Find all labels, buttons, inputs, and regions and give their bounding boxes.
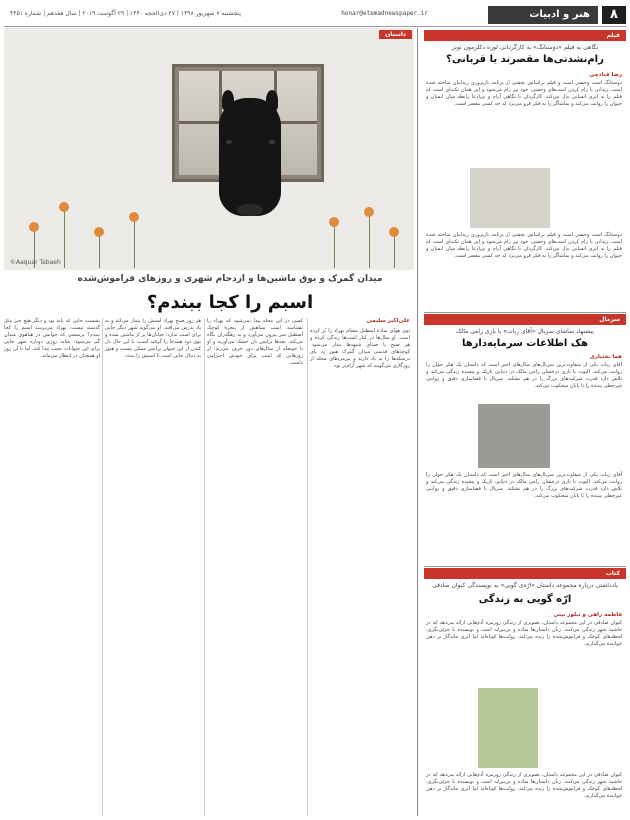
lead-column-4: نشست جایی که باید بود و دیگر هیچ چیز مثل گذشته نیست. بهزاد می‌پرسد اسبم را کجا ببندم؟ پرسشی که جوابش در هیاهوی میدان گم می‌شود. شاید روزی دوباره شهر جایی برای این حیوانات نجیب پیدا کند، اما تا آن روز او همچنان در انتظار می‌ماند. <box>4 318 100 359</box>
series-section-tag: سرمال <box>424 314 626 325</box>
book-headline[interactable]: ارّه گویی به زندگی <box>478 594 572 605</box>
page-number: ۸ <box>602 6 626 24</box>
book-body: کیوان صادقی در این مجموعه داستان، تصویری از زندگی روزمره آدم‌هایی ارائه می‌دهد که در حاشیه شهر زندگی می‌کنند. زبان داستان‌ها ساده و بی‌پیرایه است و نویسنده با جزئی‌نگری، لحظه‌های کوچک و فراموش‌شده را زنده می‌کند. روایت‌ها کوتاه‌اند اما اثری ماندگار بر ذهن خواننده می‌گذارند. <box>426 620 622 647</box>
flower <box>94 227 104 237</box>
horse-eye <box>269 140 275 144</box>
horse-eye <box>226 140 232 144</box>
lead-byline: علی‌اکبر سلیمی <box>366 318 410 324</box>
series-body: آقای ربات یکی از متفاوت‌ترین سریال‌های سال‌های اخیر است که داستان یک هکر جوان را روایت می‌کند. الیوت با بازی درخشان رامی مالک در دنیایی تاریک و پیچیده زندگی می‌کند و تلاش دارد قدرت شرکت‌های بزرگ را در هم بشکند. سریال با فضاسازی دقیق و روایتی غیرخطی بیننده را تا پایان میخکوب می‌کند. <box>426 362 622 389</box>
flower <box>129 212 139 222</box>
flower <box>329 217 339 227</box>
film-body: دوستانگ اسب وحشی است و فیلم براساس بخشی از برنامه بازپروری زندانیان ساخته شده است. زندانی با رام کردن اسب‌های وحشی، خود نیز رام می‌شود و این همان نکته‌ای است که فیلم را به اثری انسانی بدل می‌کند. کارگردان با نگاهی آرام و بی‌ادعا رابطه میان انسان و حیوان را روایت می‌کند و تماشاگر را به فکر فرو می‌برد که چه کسی مقصر است. <box>426 80 622 107</box>
film-still-image <box>470 168 550 228</box>
flower <box>59 202 69 212</box>
film-body-continued: دوستانگ اسب وحشی است و فیلم براساس بخشی از برنامه بازپروری زندانیان ساخته شده است. زندانی با رام کردن اسب‌های وحشی، خود نیز رام می‌شود و این همان نکته‌ای است که فیلم را به اثری انسانی بدل می‌کند. کارگردان با نگاهی آرام و بی‌ادعا رابطه میان انسان و حیوان را روایت می‌کند و تماشاگر را به فکر فرو می‌برد که چه کسی مقصر است. <box>426 232 622 259</box>
book-section-tag: کتاب <box>424 568 626 579</box>
book-kicker: یادداشتی درباره مجموعه داستان «ارّه‌ی گویی» به نویسندگی کیوان صادقی <box>432 582 618 589</box>
header-divider <box>4 26 626 27</box>
series-still-image <box>478 404 550 468</box>
film-kicker: نگاهی به فیلم «دوستانگ» به کارگردانی لوره دکلرمون تونر <box>451 44 599 51</box>
film-byline: رضا قنادچی <box>589 72 622 78</box>
lead-kicker: میدان گمرک و بوق ماشین‌ها و ازدحام شهری و روزهای فراموش‌شده <box>77 274 383 284</box>
photo-category-tag: داستان <box>379 30 412 39</box>
header-date-line: پنجشنبه ۷ شهریور ۱۳۹۸ | ۲۷ ذی‌الحجه ۱۴۴۰ | ۲۹ آگوست ۲۰۱۹ | سال هفدهم | شماره ۴۴۵۱ <box>10 10 242 17</box>
series-headline[interactable]: هک اطلاعات سرمایه‌دارها <box>461 338 589 349</box>
book-byline: فاطمه راهی و تبلور بیتی <box>553 612 622 618</box>
lead-photo <box>4 28 414 270</box>
photo-credit: ©Aaquar Tabaeh <box>10 259 61 266</box>
series-byline: هما بختیاری <box>589 354 622 360</box>
book-body-continued: کیوان صادقی در این مجموعه داستان، تصویری از زندگی روزمره آدم‌هایی ارائه می‌دهد که در حاشیه شهر زندگی می‌کنند. زبان داستان‌ها ساده و بی‌پیرایه است و نویسنده با جزئی‌نگری، لحظه‌های کوچک و فراموش‌شده را زنده می‌کند. روایت‌ها کوتاه‌اند اما اثری ماندگار بر ذهن خواننده می‌گذارند. <box>426 772 622 799</box>
film-headline[interactable]: رام‌نشدنی‌ها مقصرند یا قربانی؟ <box>446 54 604 65</box>
page-header <box>4 6 626 24</box>
header-email[interactable]: honar@etemadnewspaper.ir <box>341 10 428 17</box>
flower <box>389 227 399 237</box>
lead-column-1: نوی هوای ساده اسطبل مشام بهزاد را پُر کرده است. او سال‌ها در کنار اسب‌ها زندگی کرده و هر صبح با صدای شیهه‌ها بیدار می‌شود. کوچه‌های قدیمی میدان گمرک هنوز رد پای درشکه‌ها را به یاد دارند و پیرمردهای محله از روزگاری می‌گویند که شهر آرام‌تر بود. <box>310 328 410 369</box>
lead-column-2: کسی در این محله پیدا نمی‌شود که بهزاد را نشناسد. اسب سیاهش از پنجره کوچک اصطبل سر بیرون می‌آورد و به رهگذران نگاه می‌کند. بچه‌ها برایش نان خشک می‌آورند و او با حوصله از سال‌های دور حرف می‌زند؛ از روزهایی که اسب برای خودش احترامی داشت. <box>207 318 303 366</box>
flower <box>29 222 39 232</box>
book-cover-image <box>478 688 538 768</box>
film-section-tag: فیلم <box>424 30 626 41</box>
lead-column-3: هر روز صبح بهزاد اسبش را تیمار می‌کند و به یاد پدرش می‌افتد. او می‌گوید شهر دیگر جایی برای اسب ندارد؛ خیابان‌ها پر از ماشین شده و بوی دود همه‌جا را گرفته است. با این حال دل کندن از این حیوان برایش ممکن نیست و هنوز به دنبال جایی است تا اسبش را ببندد. <box>105 318 201 359</box>
horse-nose <box>237 204 263 216</box>
horse-head <box>219 98 281 216</box>
series-kicker: پیشنهاد تماشای سریال «آقای ربات» با بازی رامی مالک <box>456 328 594 335</box>
series-body-continued: آقای ربات یکی از متفاوت‌ترین سریال‌های سال‌های اخیر است که داستان یک هکر جوان را روایت می‌کند. الیوت با بازی درخشان رامی مالک در دنیایی تاریک و پیچیده زندگی می‌کند و تلاش دارد قدرت شرکت‌های بزرگ را در هم بشکند. سریال با فضاسازی دقیق و روایتی غیرخطی بیننده را تا پایان میخکوب می‌کند. <box>426 472 622 499</box>
flower <box>364 207 374 217</box>
lead-headline[interactable]: اسبم را کجا ببندم؟ <box>146 292 314 313</box>
section-title: هنر و ادبیات <box>488 6 598 24</box>
